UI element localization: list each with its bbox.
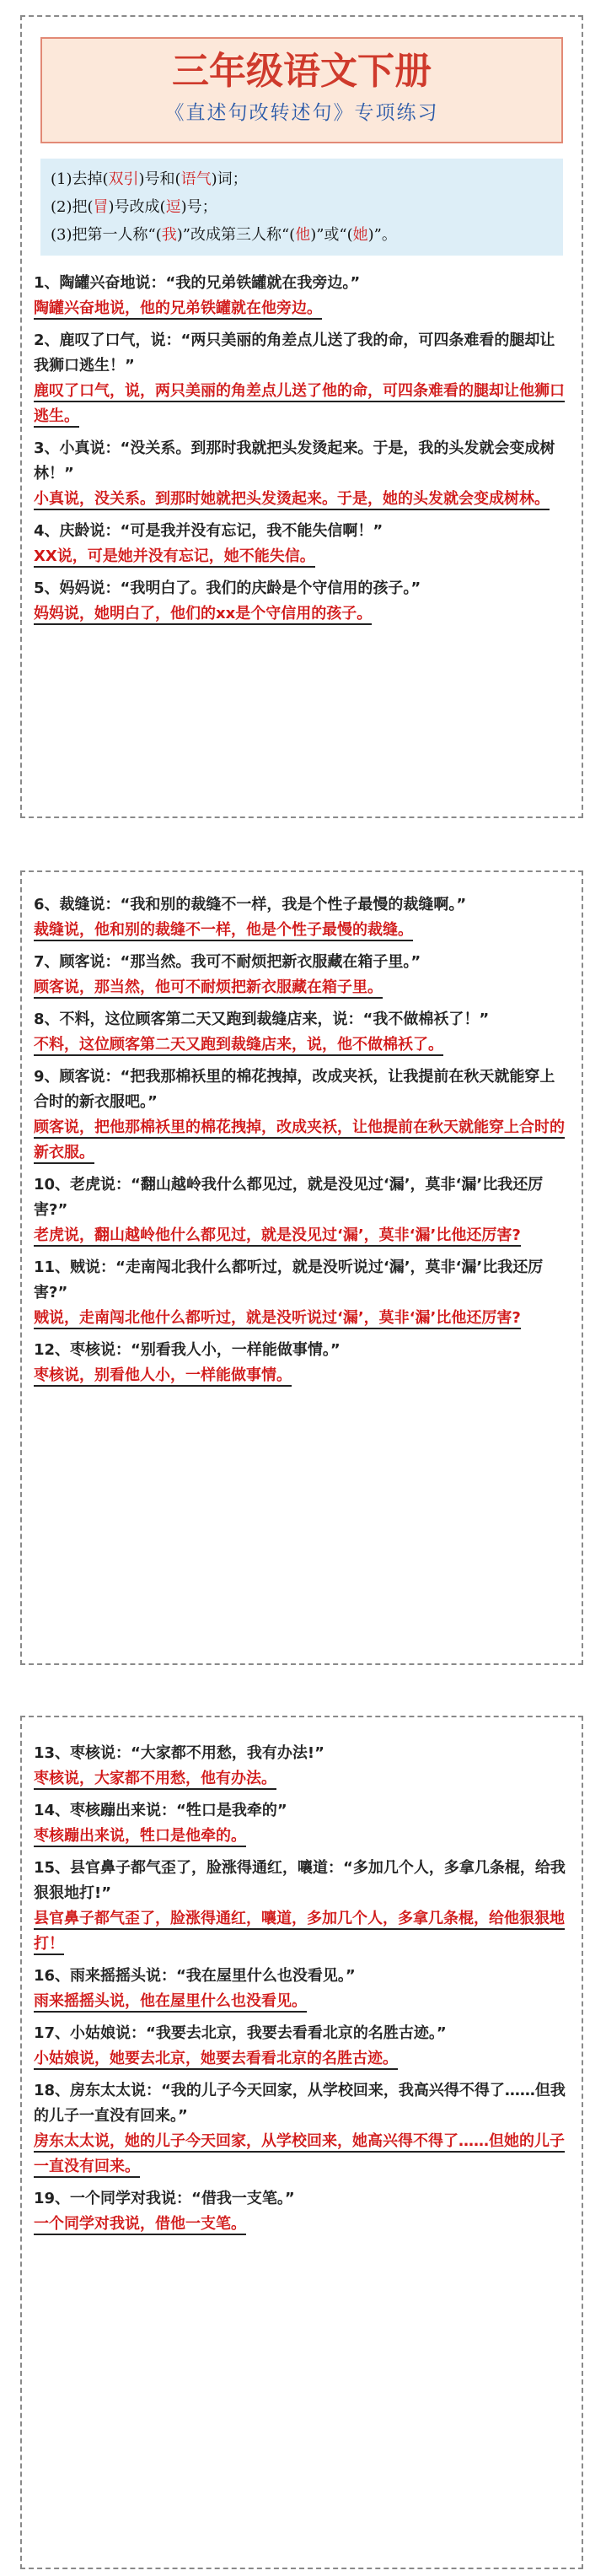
answer-text: 老虎说，翻山越岭他什么都见过，就是没见过‘漏’，莫非‘漏’比他还厉害?: [34, 1226, 521, 1247]
answer-line: [34, 1115, 570, 1166]
question-text: 17、小姑娘说：“我要去北京，我要去看看北京的名胜古迹。”: [34, 2024, 447, 2042]
answer-line: [34, 975, 570, 1000]
exercise-list-2: [22, 872, 582, 1388]
answer-line: [34, 296, 570, 321]
question-text: 14、枣核蹦出来说：“牲口是我牵的”: [34, 1802, 287, 1819]
rule-line: [51, 193, 553, 221]
question-text: 12、枣核说：“别看我人小，一样能做事情。”: [34, 1341, 341, 1359]
rule-highlight: 他: [295, 226, 311, 244]
rule-text: (1)去掉(: [51, 170, 109, 188]
answer-text: 小姑娘说，她要去北京，她要去看看北京的名胜古迹。: [34, 2050, 398, 2070]
question-text: 19、一个同学对我说：“借我一支笔。”: [34, 2190, 295, 2207]
answer-line: [34, 918, 570, 943]
answer-line: [34, 1906, 570, 1957]
answer-line: [34, 1766, 570, 1792]
rule-text: )”改成第三人称“(: [176, 226, 296, 244]
answer-text: 县官鼻子都气歪了，脸涨得通红，嚷道，多加几个人，多拿几条棍，给他狠狠地打！: [34, 1910, 565, 1955]
rule-highlight: 冒: [93, 198, 109, 216]
page-subtitle: 《直述句改转述句》专项练习: [164, 102, 439, 124]
answer-text: 房东太太说，她的儿子今天回家，从学校回来，她高兴得不得了……但她的儿子一直没有回来。: [34, 2132, 565, 2178]
question-text: 15、县官鼻子都气歪了，脸涨得通红，嚷道：“多加几个人，多拿几条棍，给我狠狠地打!”: [34, 1859, 566, 1902]
answer-line: [34, 1306, 570, 1331]
answer-text: 枣核说，别看他人小，一样能做事情。: [34, 1366, 292, 1387]
answer-line: [34, 1223, 570, 1248]
rule-line: [51, 221, 553, 249]
question-text: 3、小真说：“没关系。到那时我就把头发烫起来。于是，我的头发就会变成树林！”: [34, 439, 555, 482]
answer-text: 裁缝说，他和别的裁缝不一样，他是个性子最慢的裁缝。: [34, 921, 413, 941]
answer-line: [34, 1824, 570, 1849]
rule-highlight: 她: [352, 226, 368, 244]
rule-text: (3)把第一人称“(: [51, 226, 162, 244]
worksheet-page-1: [20, 15, 583, 818]
answer-text: 妈妈说，她明白了，他们的xx是个守信用的孩子。: [34, 605, 372, 625]
rule-text: )号；: [180, 198, 217, 216]
answer-text: 不料，这位顾客第二天又跑到裁缝店来，说，他不做棉袄了。: [34, 1036, 443, 1056]
question-text: 7、顾客说：“那当然。我可不耐烦把新衣服藏在箱子里。”: [34, 953, 421, 971]
answer-line: [34, 379, 570, 429]
rule-highlight: 逗: [165, 198, 181, 216]
rule-highlight: 我: [161, 226, 177, 244]
question-text: 10、老虎说：“翻山越岭我什么都见过，就是没见过‘漏’，莫非‘漏’比我还厉害?”: [34, 1176, 544, 1219]
question-text: 5、妈妈说：“我明白了。我们的庆龄是个守信用的孩子。”: [34, 579, 421, 597]
question-text: 11、贼说：“走南闯北我什么都听过，就是没听说过‘漏’，莫非‘漏’比我还厉害?”: [34, 1258, 544, 1301]
answer-line: [34, 487, 570, 512]
rule-text: )号和(: [138, 170, 181, 188]
rule-highlight: 语气: [180, 170, 212, 188]
question-text: 8、不料，这位顾客第二天又跑到裁缝店来，说：“我不做棉袄了！”: [34, 1010, 490, 1028]
rule-text: )词；: [211, 170, 248, 188]
question-text: 6、裁缝说：“我和别的裁缝不一样，我是个性子最慢的裁缝啊。”: [34, 896, 467, 913]
rule-text: )号改成(: [108, 198, 166, 216]
answer-line: [34, 1363, 570, 1388]
answer-line: [34, 544, 570, 569]
question-text: 16、雨来摇摇头说：“我在屋里什么也没看见。”: [34, 1967, 356, 1985]
answer-text: 一个同学对我说，借他一支笔。: [34, 2215, 246, 2235]
rule-text: (2)把(: [51, 198, 94, 216]
answer-text: 小真说，没关系。到那时她就把头发烫起来。于是，她的头发就会变成树林。: [34, 490, 550, 510]
answer-line: [34, 2212, 570, 2237]
answer-line: [34, 2046, 570, 2072]
page-title: 三年级语文下册: [172, 50, 432, 93]
question-text: 1、陶罐兴奋地说：“我的兄弟铁罐就在我旁边。”: [34, 274, 361, 292]
answer-line: [34, 1989, 570, 2014]
worksheet-page-2: [20, 870, 583, 1665]
rule-highlight: 双引: [108, 170, 139, 188]
answer-text: 枣核蹦出来说，牲口是他牵的。: [34, 1827, 246, 1847]
title-banner: [40, 37, 563, 143]
answer-text: 顾客说，把他那棉袄里的棉花拽掉，改成夹袄，让他提前在秋天就能穿上合时的新衣服。: [34, 1118, 565, 1164]
rule-text: )”或“(: [310, 226, 353, 244]
question-text: 4、庆龄说：“可是我并没有忘记，我不能失信啊！”: [34, 522, 383, 540]
answer-text: 枣核说，大家都不用愁，他有办法。: [34, 1770, 276, 1790]
rule-text: )”。: [367, 226, 397, 244]
exercise-list-3: [22, 1717, 582, 2237]
rule-line: [51, 165, 553, 193]
answer-text: 鹿叹了口气，说，两只美丽的角差点儿送了他的命，可四条难看的腿却让他狮口逃生。: [34, 382, 565, 428]
answer-text: XX说，可是她并没有忘记，她不能失信。: [34, 547, 315, 568]
question-text: 18、房东太太说：“我的儿子今天回家，从学校回来，我高兴得不得了……但我的儿子一直没有回来。”: [34, 2082, 566, 2125]
answer-text: 陶罐兴奋地说，他的兄弟铁罐就在他旁边。: [34, 299, 322, 320]
worksheet-page-3: [20, 1716, 583, 2569]
answer-line: [34, 1032, 570, 1058]
answer-text: 雨来摇摇头说，他在屋里什么也没看见。: [34, 1992, 307, 2013]
answer-line: [34, 601, 570, 627]
exercise-list-1: [22, 256, 582, 627]
rules-box: [40, 159, 563, 256]
question-text: 9、顾客说：“把我那棉袄里的棉花拽掉，改成夹袄，让我提前在秋天就能穿上合时的新衣服吧。”: [34, 1068, 555, 1111]
question-text: 2、鹿叹了口气，说：“两只美丽的角差点儿送了我的命，可四条难看的腿却让我狮口逃生！”: [34, 331, 555, 375]
question-text: 13、枣核说：“大家都不用愁，我有办法!”: [34, 1744, 324, 1762]
answer-text: 顾客说，那当然，他可不耐烦把新衣服藏在箱子里。: [34, 978, 383, 999]
answer-text: 贼说，走南闯北他什么都听过，就是没听说过‘漏’，莫非‘漏’比他还厉害?: [34, 1309, 521, 1329]
answer-line: [34, 2129, 570, 2180]
